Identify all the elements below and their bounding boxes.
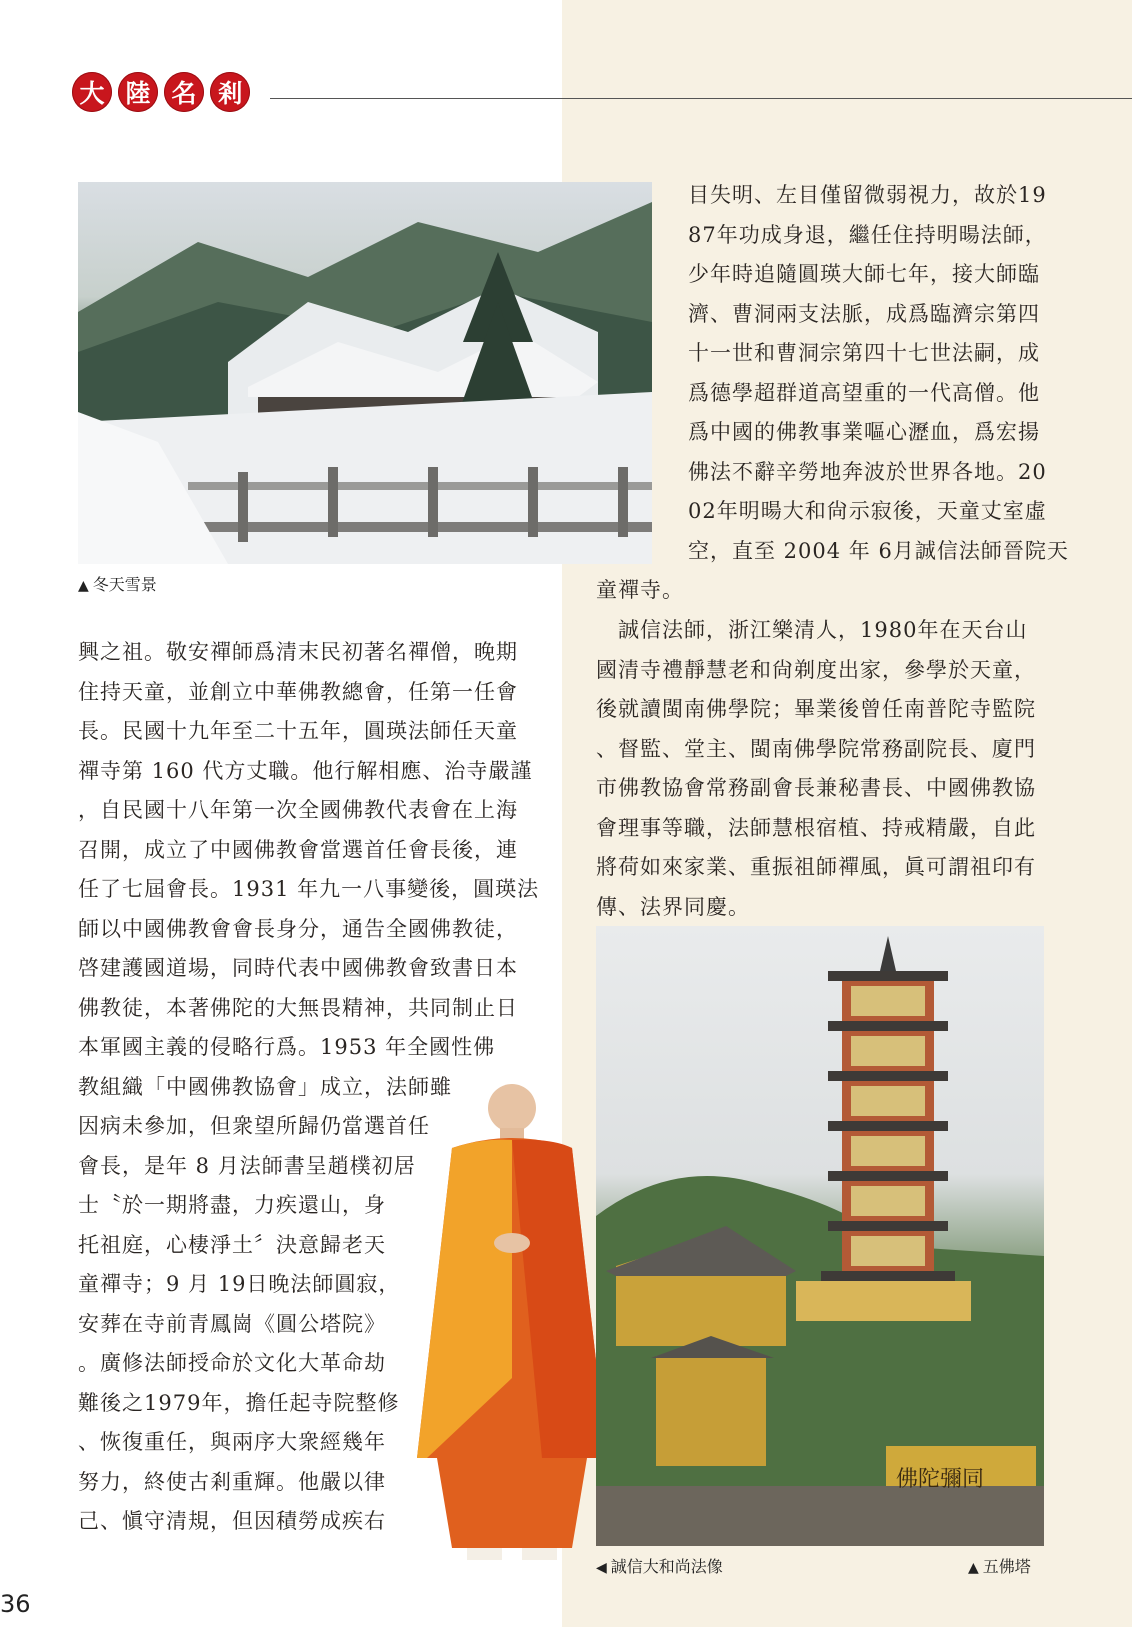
- text-line: 空，直至 2004 年 6月誠信法師晉院天: [688, 538, 1069, 563]
- right-column-paragraph-2: [596, 611, 1066, 927]
- five-buddha-pagoda-photo: [596, 926, 1044, 1546]
- text-line: 國清寺禮靜慧老和尙剃度出家，參學於天童，: [596, 657, 1036, 682]
- header-rule: [270, 98, 1132, 99]
- text-line: 召開，成立了中國佛教會當選首任會長後，連: [78, 837, 518, 862]
- text-line: 後就讀閩南佛學院；畢業後曾任南普陀寺監院: [596, 697, 1036, 721]
- text-line: 啓建護國道場，同時代表中國佛教會致書日本: [78, 956, 518, 980]
- text-line: 教組織「中國佛教協會」成立，法師雖: [78, 1074, 452, 1099]
- svg-text:佛陀彌同: 佛陀彌同: [896, 1467, 985, 1492]
- text-line: 難後之1979年，擔任起寺院整修: [78, 1390, 400, 1415]
- triangle-up-icon: ▲: [968, 1560, 979, 1576]
- text-line: 市佛教協會常務副會長兼秘書長、中國佛教協: [596, 776, 1036, 800]
- text-line: 濟、曹洞兩支法脈，成爲臨濟宗第四: [688, 301, 1040, 326]
- header-char-4: 剎: [210, 72, 250, 112]
- header-char-3: 名: [164, 72, 204, 112]
- text-line: 02年明暘大和尙示寂後，天童丈室虛: [688, 499, 1047, 523]
- text-line: 佛法不辭辛勞地奔波於世界各地。20: [688, 459, 1047, 484]
- text-line: 誠信法師，浙江樂清人，1980年在天台山: [596, 618, 1028, 642]
- text-line: 師以中國佛教會會長身分，通告全國佛教徒，: [78, 916, 518, 941]
- winter-snow-photo: [78, 182, 652, 564]
- winter-caption: ▲ 冬天雪景: [78, 575, 157, 594]
- text-line: 、恢復重任，與兩序大衆經幾年: [78, 1430, 386, 1454]
- text-line: 禪寺第 160 代方丈職。他行解相應、治寺嚴謹: [78, 758, 533, 783]
- monk-portrait-photo: [412, 1078, 612, 1578]
- text-line: 本軍國主義的侵略行爲。1953 年全國性佛: [78, 1035, 496, 1059]
- page-number: 36: [0, 1590, 31, 1618]
- right-column-paragraph-1-end: 童禪寺。: [596, 578, 684, 602]
- text-line: 任了七屆會長。1931 年九一八事變後，圓瑛法: [78, 877, 540, 901]
- text-line: 安葬在寺前青鳳崗《圓公塔院》: [78, 1311, 386, 1336]
- text-line: 、督監、堂主、閩南佛學院常務副院長、廈門: [596, 736, 1036, 761]
- triangle-up-icon: ▲: [78, 578, 89, 594]
- triangle-left-icon: ◀: [596, 1560, 607, 1576]
- text-line: 爲中國的佛教事業嘔心瀝血，爲宏揚: [688, 420, 1040, 444]
- text-line: 會長，是年 8 月法師書呈趙樸初居: [78, 1153, 416, 1178]
- header-char-1: 大: [72, 72, 112, 112]
- right-column-paragraph-1: [688, 176, 1068, 571]
- text-line: 少年時追隨圓瑛大師七年，接大師臨: [688, 262, 1040, 286]
- text-line: 士〝於一期將盡，力疾還山，身: [78, 1193, 386, 1217]
- text-line: 目失明、左目僅留微弱視力，故於19: [688, 183, 1047, 207]
- text-line: 興之祖。敬安禪師爲清末民初著名禪僧，晚期: [78, 640, 518, 664]
- monk-caption: ◀ 誠信大和尚法像: [596, 1557, 723, 1576]
- text-line: 努力，終使古剎重輝。他嚴以律: [78, 1469, 386, 1494]
- header-char-2: 陸: [118, 72, 158, 112]
- text-line: 爲德學超群道高望重的一代高僧。他: [688, 380, 1040, 405]
- text-line: 己、愼守清規，但因積勞成疾右: [78, 1509, 386, 1533]
- text-line: 。廣修法師授命於文化大革命劫: [78, 1351, 386, 1375]
- text-line: 因病未參加，但衆望所歸仍當選首任: [78, 1114, 430, 1138]
- text-line: 托祖庭，心棲淨土〞決意歸老天: [78, 1232, 386, 1257]
- text-line: ，自民國十八年第一次全國佛教代表會在上海: [78, 798, 518, 822]
- text-line: 傳、法界同慶。: [596, 894, 750, 919]
- text-line: 87年功成身退，繼任住持明暘法師，: [688, 222, 1047, 247]
- text-line: 將荷如來家業、重振祖師禪風，眞可謂祖印有: [596, 855, 1036, 879]
- text-line: 佛教徒，本著佛陀的大無畏精神，共同制止日: [78, 995, 518, 1020]
- text-line: 十一世和曹洞宗第四十七世法嗣，成: [688, 341, 1040, 365]
- text-line: 童禪寺；9 月 19日晚法師圓寂，: [78, 1272, 401, 1296]
- text-line: 住持天童，並創立中華佛教總會，任第一任會: [78, 679, 518, 704]
- pagoda-caption: ▲ 五佛塔: [968, 1557, 1031, 1576]
- text-line: 長。民國十九年至二十五年，圓瑛法師任天童: [78, 719, 518, 743]
- text-line: 會理事等職，法師慧根宿植、持戒精嚴，自此: [596, 815, 1036, 840]
